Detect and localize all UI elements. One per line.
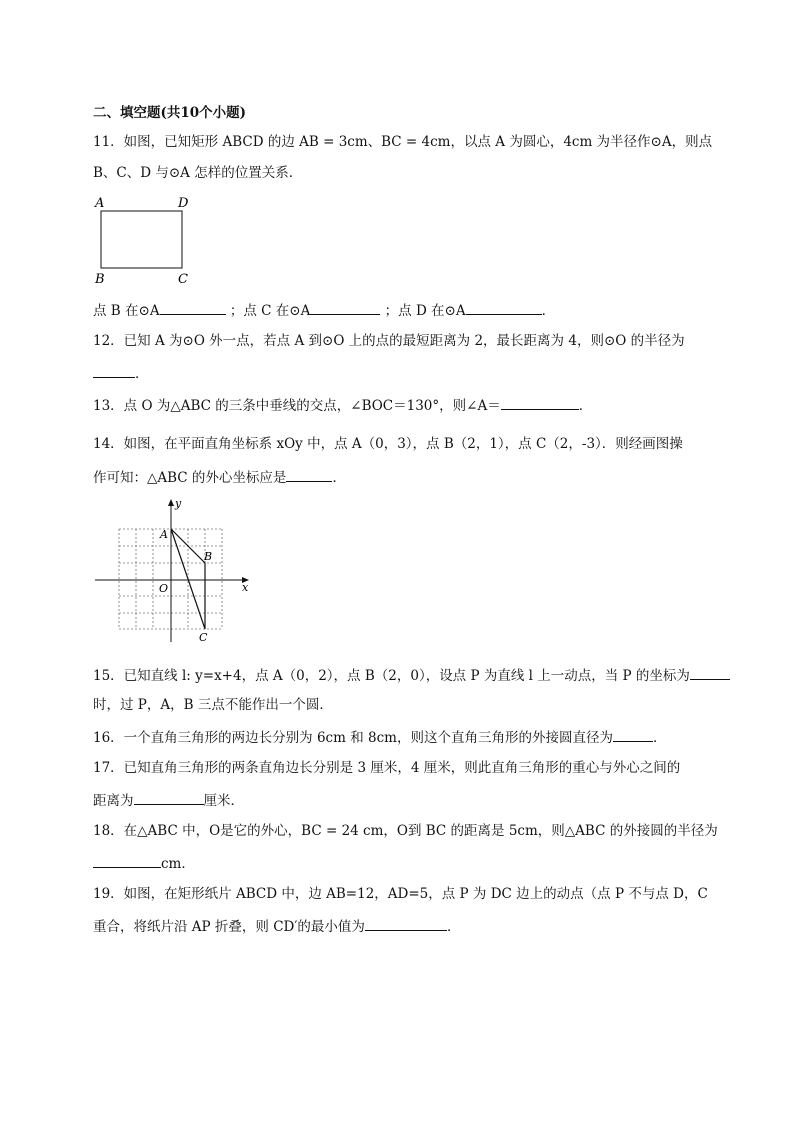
q19-blank[interactable] <box>365 916 447 931</box>
q17-start: 距离为 <box>93 793 134 809</box>
axis-y-label: y <box>175 497 182 510</box>
q19-end: ． <box>446 919 461 935</box>
origin-label: O <box>159 582 169 595</box>
q13-end: ． <box>578 398 593 414</box>
q19-text: 重合，将纸片沿 AP 折叠，则 CD′的最小值为 <box>93 919 365 935</box>
point-b-label: B <box>204 550 213 563</box>
q18-end: cm． <box>161 856 195 872</box>
q11-blank-b[interactable] <box>160 300 226 315</box>
q14-line2 <box>93 467 346 487</box>
q18-blank[interactable] <box>93 853 161 868</box>
q19-line1: 19．如图，在矩形纸片 ABCD 中，边 AB=12，AD=5，点 P 为 DC 边上的动点（点 P 不与点 D，C <box>93 886 708 902</box>
q16-end: ． <box>652 730 667 746</box>
axis-x-label: x <box>242 581 249 594</box>
q17-line1: 17．已知直角三角形的两条直角边长分别是 3 厘米，4 厘米，则此直角三角形的重心与外心之间的 <box>93 760 681 776</box>
label-b: B <box>95 272 105 287</box>
q11-answer-line <box>93 300 555 320</box>
q12-blank[interactable] <box>93 363 135 378</box>
q15-text: 15．已知直线 l: y=x+4，点 A（0，2），点 B（2，0），设点 P 为直线 l 上一动点，当 P 的坐标为 <box>93 668 690 684</box>
q12-end: ． <box>135 366 149 382</box>
q17-line2 <box>93 790 244 810</box>
q11-answer-b: 点 B 在⊙A <box>93 303 160 319</box>
q15-line1 <box>93 665 730 685</box>
q16-blank[interactable] <box>613 727 653 742</box>
q11-rectangle-figure <box>92 195 198 287</box>
q19-line2 <box>93 916 460 936</box>
q18-line1: 18．在△ABC 中，O是它的外心，BC = 24 cm，O到 BC 的距离是 5cm，则△ABC 的外接圆的半径为 <box>93 823 718 839</box>
q17-blank[interactable] <box>134 790 204 805</box>
q14-text: 作可知：△ABC 的外心坐标应是 <box>93 470 287 486</box>
q11-blank-d[interactable] <box>466 300 542 315</box>
q12-line2 <box>93 363 149 383</box>
q11-answer-c: ；点 C 在⊙A <box>229 303 311 319</box>
q13-text: 13．点 O 为△ABC 的三条中垂线的交点，∠BOC＝130°，则∠A＝ <box>93 398 501 414</box>
q13-blank[interactable] <box>501 395 579 410</box>
rectangle-abcd <box>101 211 182 268</box>
q11-answer-d: ；点 D 在⊙A <box>384 303 466 319</box>
point-a-label: A <box>160 528 168 541</box>
label-c: C <box>178 272 188 287</box>
q15-blank[interactable] <box>690 665 730 680</box>
q11-answer-end: ． <box>541 303 556 319</box>
q13-line <box>93 395 592 415</box>
q14-end: ． <box>332 470 346 486</box>
q11-line2: B、C、D 与⊙A 怎样的位置关系． <box>93 165 303 181</box>
q16-line <box>93 727 666 747</box>
q15-line2: 时，过 P，A，B 三点不能作出一个圆． <box>93 697 333 713</box>
q14-blank[interactable] <box>286 467 332 482</box>
q16-text: 16．一个直角三角形的两边长分别为 6cm 和 8cm，则这个直角三角形的外接圆直径为 <box>93 730 613 746</box>
q12-line1: 12．已知 A 为⊙O 外一点，若点 A 到⊙O 上的点的最短距离为 2，最长距离为 4，则⊙O 的半径为 <box>93 333 685 349</box>
q11-blank-c[interactable] <box>310 300 380 315</box>
section-title: 二、填空题(共10个小题) <box>93 105 247 121</box>
q18-line2 <box>93 853 195 873</box>
q17-end: 厘米． <box>203 793 244 809</box>
y-axis-arrow <box>168 499 174 506</box>
q14-coordinate-figure <box>92 496 254 644</box>
point-c-label: C <box>199 631 208 644</box>
label-a: A <box>95 196 105 211</box>
q14-line1: 14．如图，在平面直角坐标系 xOy 中，点 A（0，3），点 B（2，1），点 C（2，-3）．则经画图操 <box>93 436 683 452</box>
q11-line1: 11．如图，已知矩形 ABCD 的边 AB = 3cm、BC = 4cm，以点 A 为圆心，4cm 为半径作⊙A，则点 <box>93 134 713 150</box>
label-d: D <box>178 196 189 211</box>
